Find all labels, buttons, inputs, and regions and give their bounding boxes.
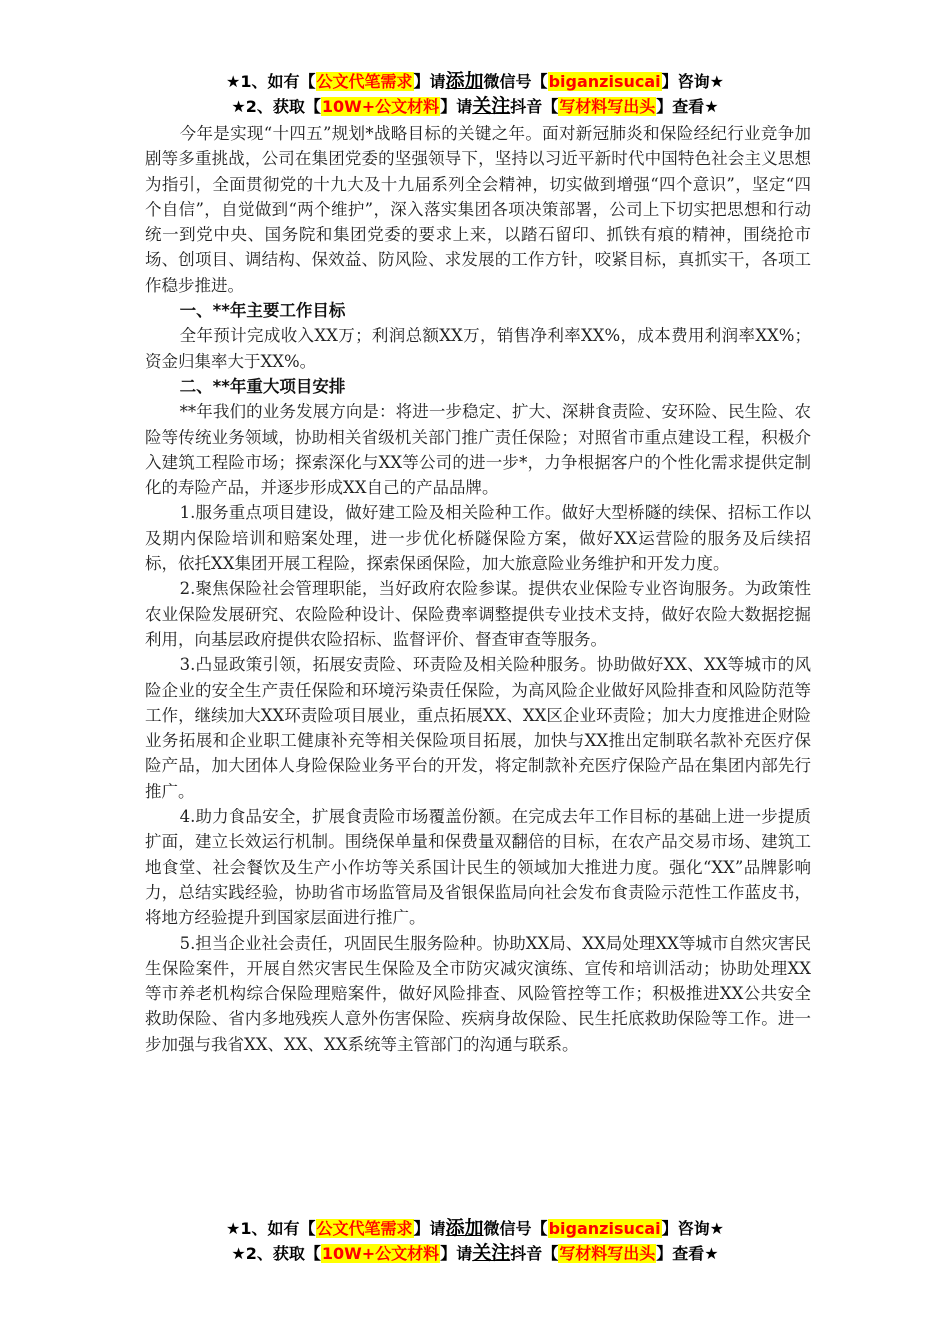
item-paragraph-5: 5.担当企业社会责任，巩固民生服务险种。协助XX局、XX局处理XX等城市自然灾害民生保险案件，开展自然灾害民生保险及全市防灾减灾演练、宣传和培训活动；协助处理XX等市养老机构综合保险理赔案件，做好风险排查、风险管控等工作；积极推进XX公共安全救助保险、省内多地残疾人意外伤害保险、疾病身故保险、民生托底救助保险等工作。进一步加强与我省XX、XX、XX系统等主管部门的沟通与联系。 bbox=[145, 933, 811, 1054]
banner-text: 抖音【 bbox=[510, 1244, 559, 1263]
banner-wechat-id: biganzisucai bbox=[548, 1219, 661, 1238]
item-paragraph-3: 3.凸显政策引领，拓展安责险、环责险及相关险种服务。协助做好XX、XX等城市的风险企业的安全生产责任保险和环境污染责任保险，为高风险企业做好风险排查和风险防范等工作，继续加大XX环责险项目展业，重点拓展XX、XX区企业环责险；加大力度推进企财险业务拓展和企业职工健康补充等相关保险项目拓展，加快与XX推出定制联名款补充医疗保险产品，加大团体人身险保险业务平台的开发，将定制款补充医疗保险产品在集团内部先行推广。 bbox=[145, 655, 811, 801]
banner-text: 】请 bbox=[413, 1219, 446, 1238]
banner-text: 】咨询★ bbox=[661, 72, 724, 91]
banner-wechat-id: biganzisucai bbox=[548, 72, 661, 91]
banner-emphasis: 添加 bbox=[445, 70, 484, 92]
banner-text: 抖音【 bbox=[510, 97, 559, 116]
banner-text: ★2、获取【 bbox=[231, 97, 321, 116]
banner-text: 】查看★ bbox=[656, 1244, 719, 1263]
banner-text: 】请 bbox=[440, 97, 473, 116]
promo-banner-bottom-line1 bbox=[0, 1217, 950, 1240]
banner-text: 微信号【 bbox=[483, 72, 548, 91]
section-heading-goals: 一、**年主要工作目标 bbox=[179, 301, 346, 321]
item-paragraph-1: 1.服务重点项目建设，做好建工险及相关险种工作。做好大型桥隧的续保、招标工作以及期内保险培训和赔案处理，进一步优化桥隧保险方案，做好XX运营险的服务及后续招标，依托XX集团开展工程险，探索保函保险，加大旅意险业务维护和开发力度。 bbox=[145, 503, 811, 574]
goals-paragraph: 全年预计完成收入XX万；利润总额XX万，销售净利率XX%，成本费用利润率XX%；资金归集率大于XX%。 bbox=[145, 326, 811, 371]
intro-paragraph: 今年是实现“十四五”规划*战略目标的关键之年。面对新冠肺炎和保险经纪行业竞争加剧等多重挑战，公司在集团党委的坚强领导下，坚持以习近平新时代中国特色社会主义思想为指引，全面贯彻党的十九大及十九届系列全会精神，切实做到增强“四个意识”，坚定“四个自信”，自觉做到“两个维护”，深入落实集团各项决策部署，公司上下切实把思想和行动统一到党中央、国务院和集团党委的要求上来，以踏石留印、抓铁有痕的精神，围绕抢市场、创项目、调结构、保效益、防风险、求发展的工作方针，咬紧目标，真抓实干，各项工作稳步推进。 bbox=[145, 124, 811, 295]
direction-paragraph: **年我们的业务发展方向是：将进一步稳定、扩大、深耕食责险、安环险、民生险、农险等传统业务领域，协助相关省级机关部门推广责任保险；对照省市重点建设工程，积极介入建筑工程险市场；探索深化与XX等公司的进一步*，力争根据客户的个性化需求提供定制化的寿险产品，并逐步形成XX自己的产品品牌。 bbox=[145, 402, 811, 498]
section-heading-projects: 二、**年重大项目安排 bbox=[179, 376, 346, 396]
banner-text: 】查看★ bbox=[656, 97, 719, 116]
item-paragraph-2: 2.聚焦保险社会管理职能，当好政府农险参谋。提供农业保险专业咨询服务。为政策性农业保险发展研究、农险险种设计、保险费率调整提供专业技术支持，做好农险大数据挖掘利用，向基层政府提供农险招标、监督评价、督查审查等服务。 bbox=[145, 579, 811, 649]
document-body bbox=[145, 121, 811, 1057]
banner-emphasis: 关注 bbox=[472, 1242, 511, 1264]
banner-highlight: 10W+公文材料 bbox=[321, 1244, 440, 1263]
banner-douyin-id: 写材料写出头 bbox=[559, 1244, 656, 1263]
banner-douyin-id: 写材料写出头 bbox=[559, 97, 656, 116]
banner-text: ★1、如有【 bbox=[226, 1219, 316, 1238]
banner-text: 】请 bbox=[413, 72, 446, 91]
banner-text: 】咨询★ bbox=[661, 1219, 724, 1238]
banner-text: 】请 bbox=[440, 1244, 473, 1263]
banner-text: 微信号【 bbox=[483, 1219, 548, 1238]
banner-text: ★1、如有【 bbox=[226, 72, 316, 91]
promo-banner-bottom-line2 bbox=[0, 1242, 950, 1265]
banner-highlight: 公文代笔需求 bbox=[316, 72, 413, 91]
item-paragraph-4: 4.助力食品安全，扩展食责险市场覆盖份额。在完成去年工作目标的基础上进一步提质扩面，建立长效运行机制。围绕保单量和保费量双翻倍的目标，在农产品交易市场、建筑工地食堂、社会餐饮及生产小作坊等关系国计民生的领域加大推进力度。强化“XX”品牌影响力，总结实践经验，协助省市场监管局及省银保监局向社会发布食责险示范性工作蓝皮书，将地方经验提升到国家层面进行推广。 bbox=[145, 807, 811, 928]
promo-banner-top-line1 bbox=[0, 70, 950, 93]
banner-highlight: 公文代笔需求 bbox=[316, 1219, 413, 1238]
banner-text: ★2、获取【 bbox=[231, 1244, 321, 1263]
promo-banner-top-line2 bbox=[0, 95, 950, 118]
banner-emphasis: 关注 bbox=[472, 95, 511, 117]
banner-highlight: 10W+公文材料 bbox=[321, 97, 440, 116]
banner-emphasis: 添加 bbox=[445, 1217, 484, 1239]
